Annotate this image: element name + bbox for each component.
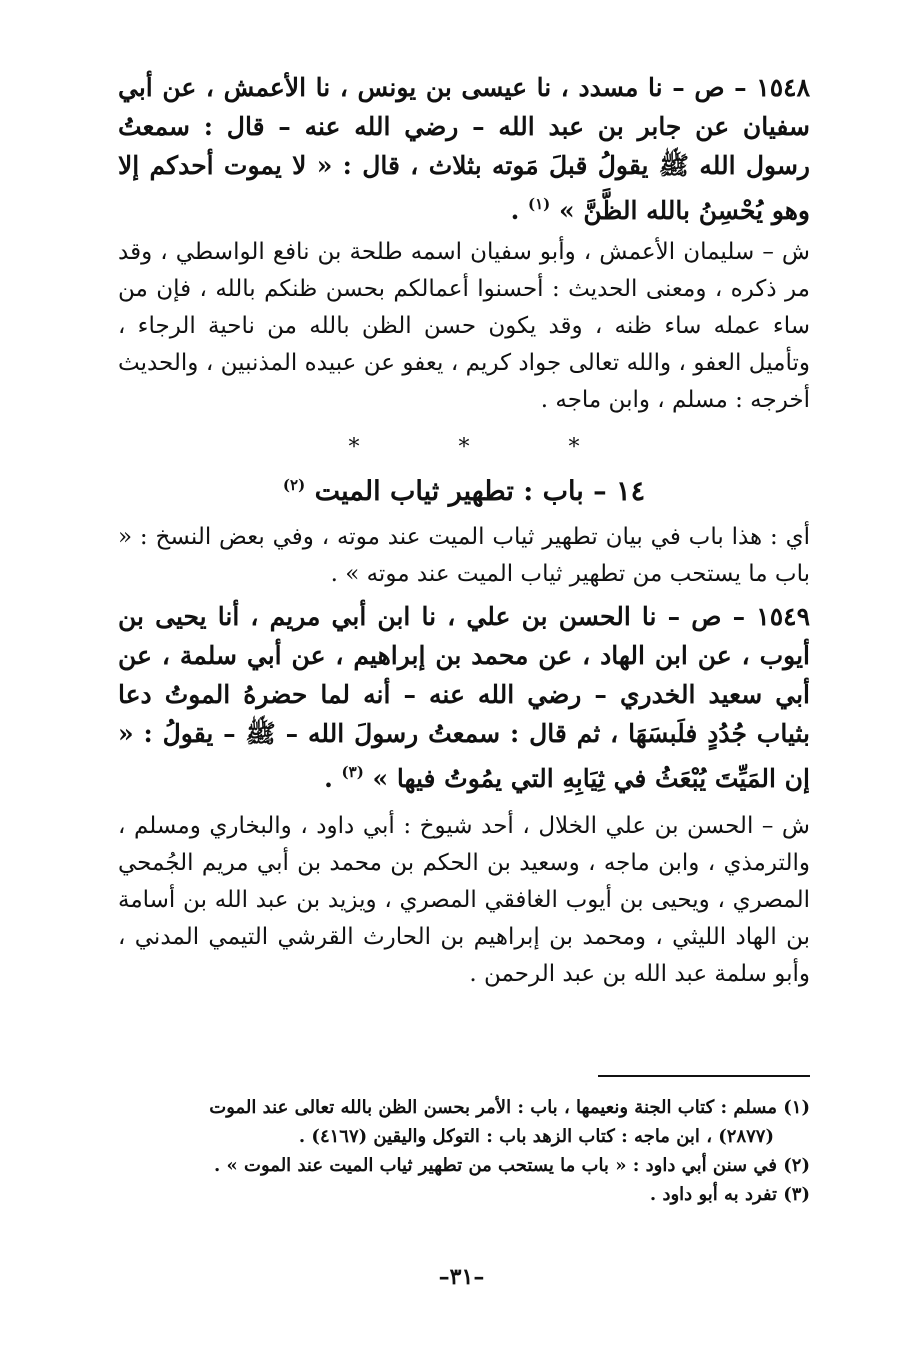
footnote-1-line-2: (٢٨٧٧) ، ابن ماجه : كتاب الزهد باب : التوكل واليقين (٤١٦٧) . (298, 1126, 774, 1147)
footnote-3-text: (٣) تفرد به أبو داود . (649, 1184, 810, 1205)
page-body (118, 68, 810, 993)
footnote-divider (598, 1075, 810, 1077)
hadith-1549 (118, 597, 810, 798)
footnote-ref-2[interactable]: (٢) (282, 476, 306, 494)
footnote-1-line-1: (١) مسلم : كتاب الجنة ونعيمها ، باب : الأمر بحسن الظن بالله تعالى عند الموت (209, 1097, 810, 1118)
footnote-2 (118, 1151, 810, 1180)
hadith-1549-tail: . (324, 764, 342, 793)
footnote-1 (118, 1093, 810, 1122)
chapter-title-text: ١٤ – باب : تطهير ثياب الميت (305, 476, 646, 507)
chapter-note: أي : هذا باب في بيان تطهير ثياب الميت عند موته ، وفي بعض النسخ : « باب ما يستحب من تطهير ثياب الميت عند موته » . (118, 524, 810, 587)
footnotes (118, 1093, 810, 1209)
footnote-ref-1[interactable]: (١) (528, 195, 551, 213)
page-number: –٣١– (438, 1264, 485, 1290)
hadith-1548-tail: . (510, 196, 528, 225)
sharh-1548: ش – سليمان الأعمش ، وأبو سفيان اسمه طلحة بن نافع الواسطي ، وقد مر ذكره ، ومعنى الحديث : أحسنوا أعمالكم بحسن ظنكم بالله ، فإن من ساء عمله ساء ظنه ، وقد يكون حسن الظن بالله من ناحية الرجاء ، وتأميل العفو ، والله تعالى جواد كريم ، يعفو عن عبيده المذنبين ، والحديث أخرجه : مسلم ، وابن ماجه . (118, 239, 810, 413)
sharh-1549: ش – الحسن بن علي الخلال ، أحد شيوخ : أبي داود ، والبخاري ومسلم ، والترمذي ، وابن ماجه ، وسعيد بن الحكم بن محمد بن أبي مريم الجُمحي المصري ، ويحيى بن أيوب الغافقي المصري ، ويزيد بن عبد الله بن أسامة بن الهاد الليثي ، ومحمد بن إبراهيم بن الحارث القرشي التيمي المدني ، وأبو سلمة عبد الله بن عبد الرحمن . (118, 813, 810, 987)
section-separator: * * * (348, 435, 626, 460)
footnote-1-continued (118, 1122, 810, 1151)
chapter-title (118, 464, 810, 513)
hadith-1548 (118, 68, 810, 230)
hadith-1548-text: ١٥٤٨ – ص – نا مسدد ، نا عيسى بن يونس ، نا الأعمش ، عن أبي سفيان عن جابر بن عبد الله – رضي الله عنه – قال : سمعتُ رسول الله ﷺ يقولُ قبلَ مَوته بثلاث ، قال : « لا يموت أحدكم إلا وهو يُحْسِنُ بالله الظَّنَّ » (118, 73, 810, 225)
footnote-3 (118, 1180, 810, 1209)
footnote-ref-3[interactable]: (٣) (341, 763, 364, 781)
footnote-2-text: (٢) في سنن أبي داود : « باب ما يستحب من تطهير ثياب الميت عند الموت » . (214, 1155, 810, 1176)
hadith-1549-text: ١٥٤٩ – ص – نا الحسن بن علي ، نا ابن أبي مريم ، أنا يحيى بن أيوب ، عن ابن الهاد ، عن محمد بن إبراهيم ، عن أبي سلمة ، عن أبي سعيد الخدري – رضي الله عنه – أنه لما حضرهُ الموتُ دعا بثياب جُدُدٍ فلَبسَهَا ، ثم قال : سمعتُ رسولَ الله – ﷺ – يقولُ : « إن المَيِّتَ يُبْعَثُ في ثِيَابِهِ التي يمُوتُ فيها » (118, 602, 810, 793)
